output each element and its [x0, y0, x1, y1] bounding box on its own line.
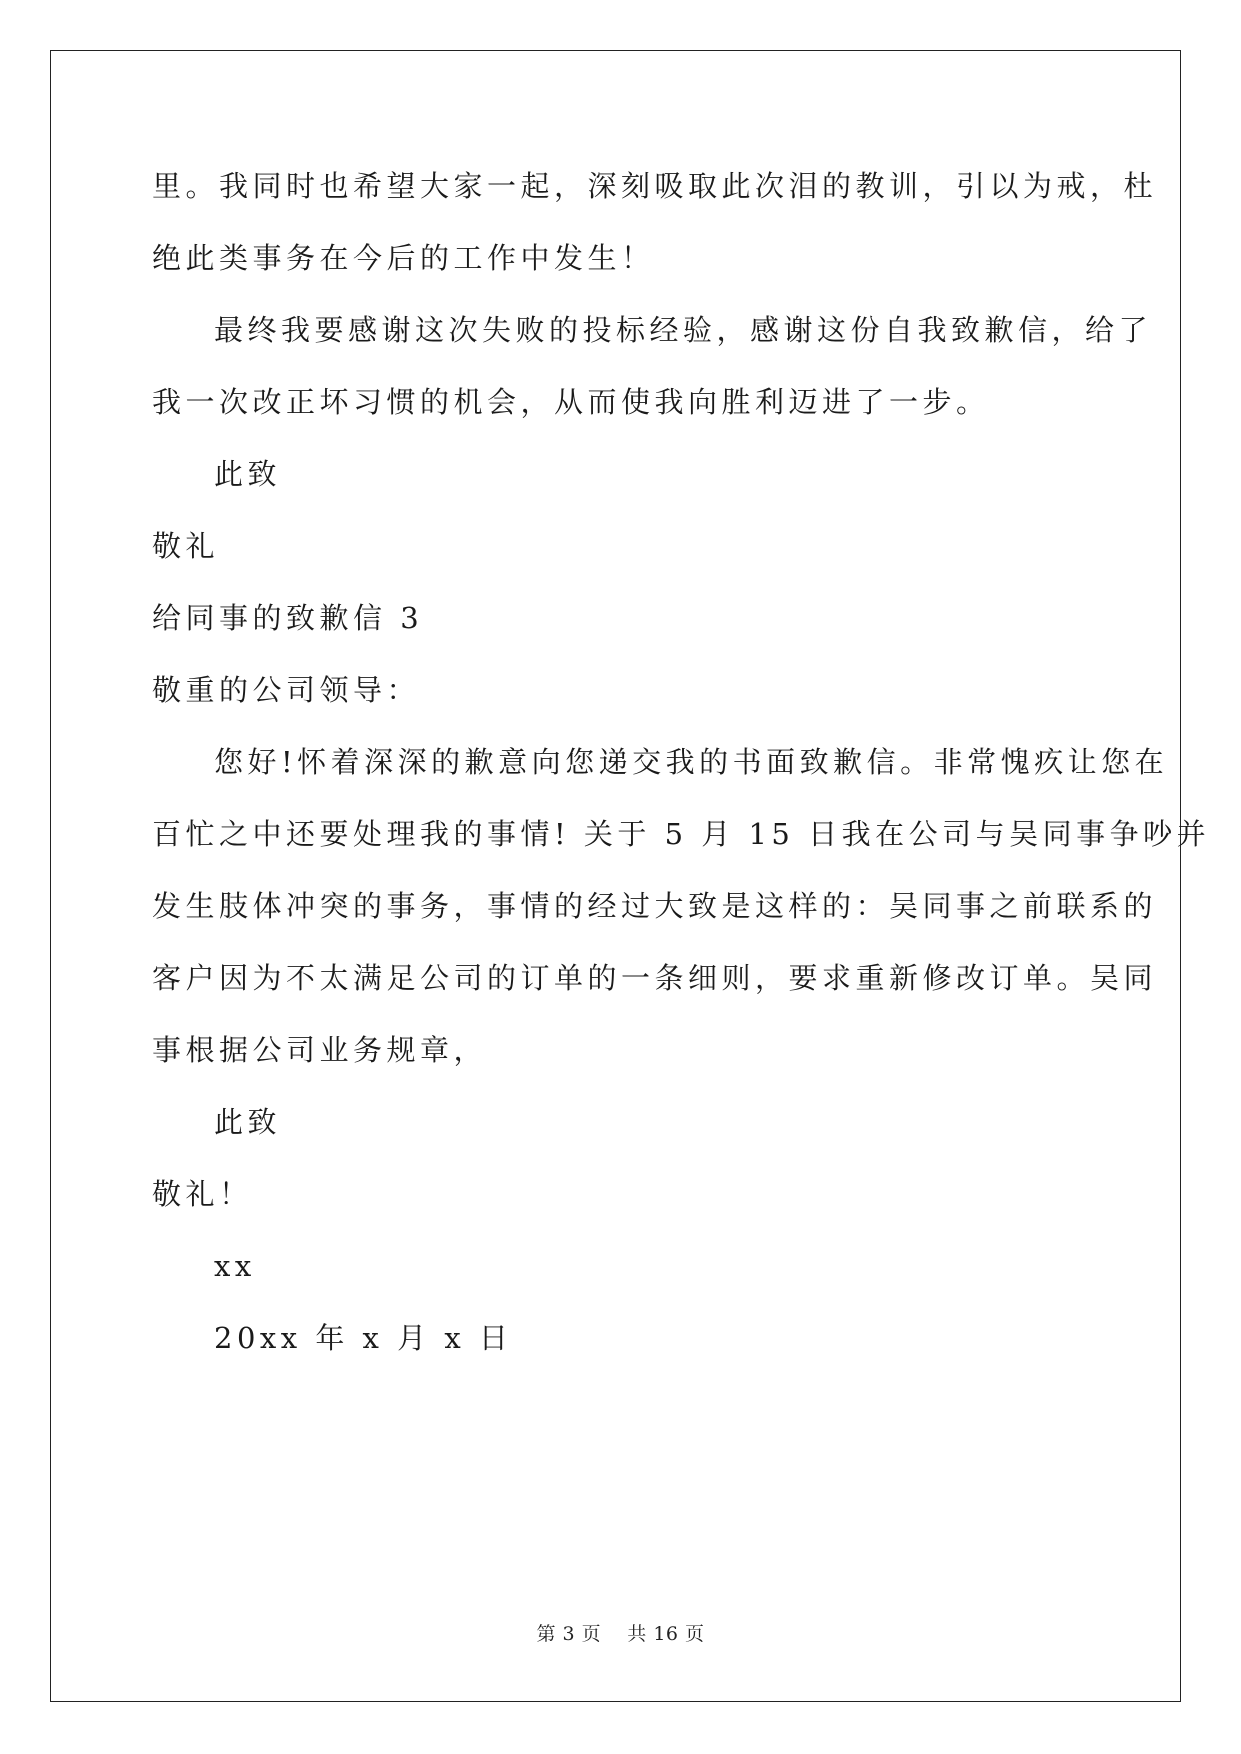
signature-name: xx — [214, 1249, 256, 1283]
signature-date: 20xx 年 x 月 x 日 — [214, 1321, 513, 1355]
text-line: 发生肢体冲突的事务，事情的经过大致是这样的：吴同事之前联系的 — [152, 889, 1158, 923]
closing-salutation: 此致 — [214, 1105, 282, 1139]
page-total: 共 16 页 — [627, 1623, 705, 1645]
text-line: 绝此类事务在今后的工作中发生！ — [152, 241, 655, 275]
section-title: 给同事的致歉信 3 — [152, 601, 424, 635]
closing-salutation: 此致 — [214, 457, 282, 491]
text-line: 我一次改正坏习惯的机会，从而使我向胜利迈进了一步。 — [152, 385, 990, 419]
text-line: 里。我同时也希望大家一起，深刻吸取此次泪的教训，引以为戒，杜 — [152, 169, 1158, 203]
text-line: 百忙之中还要处理我的事情! 关于 5 月 15 日我在公司与吴同事争吵并 — [152, 817, 1211, 851]
greeting: 敬重的公司领导： — [152, 673, 421, 707]
page-border — [50, 50, 1181, 1702]
closing-regards: 敬礼！ — [152, 1177, 253, 1211]
text-line: 事根据公司业务规章， — [152, 1033, 488, 1067]
text-line: 您好!怀着深深的歉意向您递交我的书面致歉信。非常愧疚让您在 — [214, 745, 1169, 779]
text-line: 最终我要感谢这次失败的投标经验，感谢这份自我致歉信，给了 — [214, 313, 1153, 347]
page-number: 第 3 页 — [536, 1623, 602, 1645]
text-line: 客户因为不太满足公司的订单的一条细则，要求重新修改订单。吴同 — [152, 961, 1158, 995]
closing-regards: 敬礼 — [152, 529, 220, 563]
page-footer — [0, 1619, 1241, 1646]
